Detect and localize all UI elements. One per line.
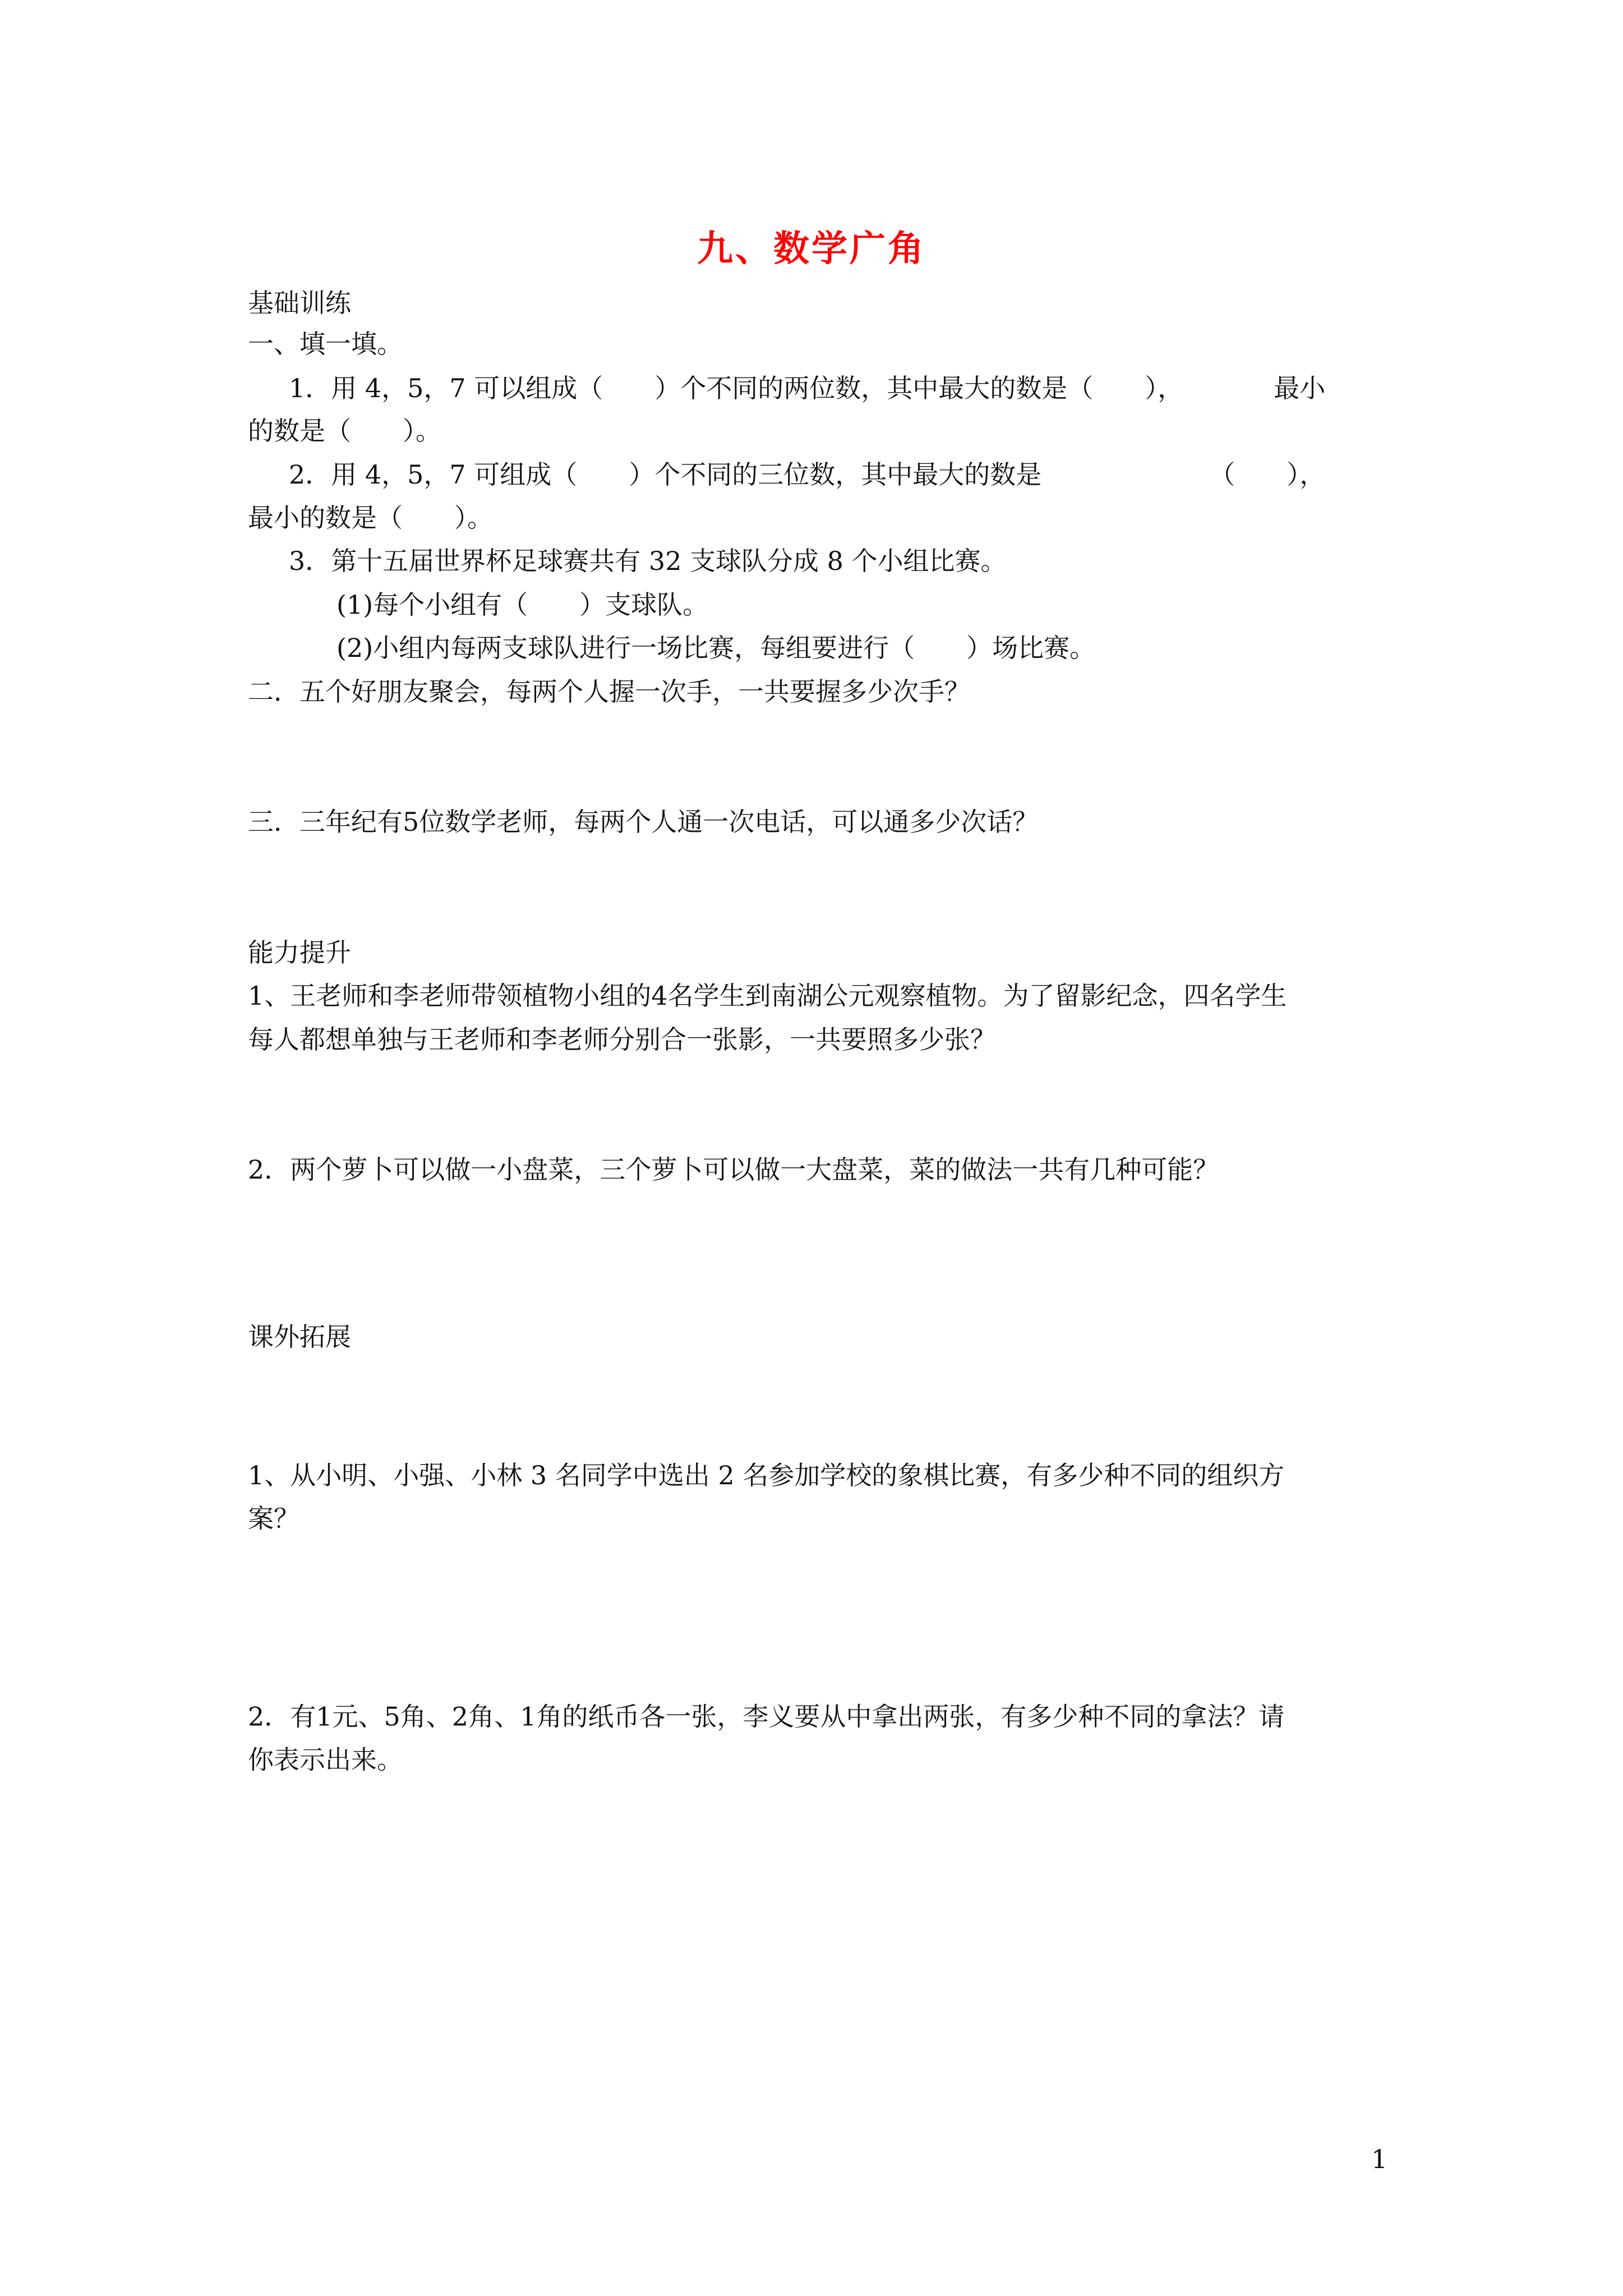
section-heading-ability: 能力提升 (248, 937, 351, 968)
question-2-line-2: 最小的数是（ ）。 (248, 503, 493, 533)
part-three-question: 三．三年纪有5位数学老师，每两个人通一次电话，可以通多少次话？ (248, 807, 1039, 837)
extension-question-2-line-1: 2．有1元、5角、2角、1角的纸币各一张，李义要从中拿出两张，有多少种不同的拿法？请 (248, 1701, 1285, 1732)
extension-question-1-line-1: 1、从小明、小强、小林 3 名同学中选出 2 名参加学校的象棋比赛，有多少种不同的组织方 (248, 1460, 1285, 1490)
ability-question-1-line-1: 1、王老师和李老师带领植物小组的4名学生到南湖公元观察植物。为了留影纪念，四名学生 (248, 981, 1287, 1011)
page-number: 1 (1371, 2144, 1388, 2174)
part-two-question: 二．五个好朋友聚会，每两个人握一次手，一共要握多少次手？ (248, 677, 970, 707)
ability-question-1-line-2: 每人都想单独与王老师和李老师分别合一张影，一共要照多少张？ (248, 1024, 996, 1055)
section-heading-extension: 课外拓展 (248, 1322, 351, 1352)
question-1-line-1: 1．用 4，5，7 可以组成（ ）个不同的两位数，其中最大的数是（ ）， 最小 (289, 373, 1326, 403)
extension-question-2-line-2: 你表示出来。 (248, 1745, 403, 1775)
question-1-line-2: 的数是（ ）。 (248, 416, 441, 446)
page-title: 九、数学广角 (697, 228, 926, 270)
question-3-sub-1: (1)每个小组有（ ）支球队。 (336, 590, 709, 620)
question-3-sub-2: (2)小组内每两支球队进行一场比赛，每组要进行（ ）场比赛。 (336, 633, 1096, 663)
question-2-line-1: 2．用 4，5，7 可组成（ ）个不同的三位数，其中最大的数是 （ ）， (289, 459, 1326, 490)
ability-question-2: 2．两个萝卜可以做一小盘菜，三个萝卜可以做一大盘菜，菜的做法一共有几种可能？ (248, 1154, 1219, 1185)
section-heading-basic: 基础训练 (248, 288, 351, 318)
part-one-heading: 一、填一填。 (248, 329, 403, 359)
question-3-line-1: 3．第十五届世界杯足球赛共有 32 支球队分成 8 个小组比赛。 (289, 546, 1007, 576)
extension-question-1-line-2: 案？ (248, 1503, 299, 1534)
